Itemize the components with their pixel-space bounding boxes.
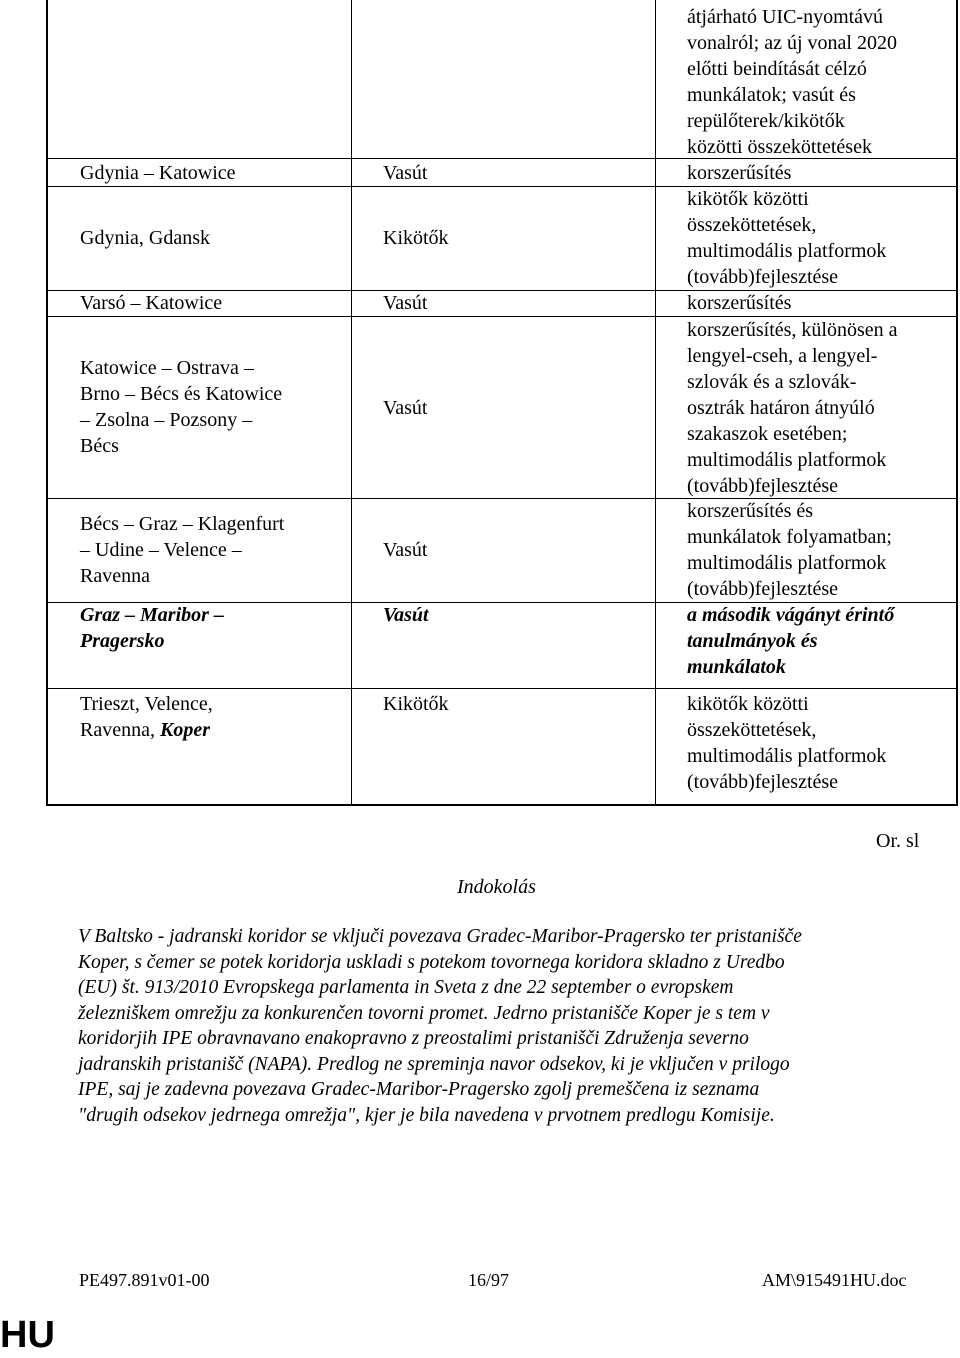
column-divider bbox=[351, 0, 352, 804]
table-cell-section: Gdynia – Katowice bbox=[80, 162, 236, 184]
corridor-table bbox=[46, 0, 958, 806]
table-cell-section: Bécs – Graz – Klagenfurt – Udine – Velence – Ravenna bbox=[80, 513, 285, 587]
table-cell-mode: Vasút bbox=[383, 539, 428, 561]
justification-line: IPE, saj je zadevna povezava Gradec-Maribor-Pragersko zgolj premeščena iz seznama bbox=[78, 1079, 760, 1100]
justification-line: jadranskih pristanišč (NAPA). Predlog ne spreminja navor odsekov, ki je vključen v prilogo bbox=[78, 1053, 790, 1075]
table-cell-mode: Kikötők bbox=[383, 227, 449, 249]
table-cell-mode: Vasút bbox=[383, 604, 429, 626]
table-cell-measure: átjárható UIC-nyomtávú vonalról; az új vonal 2020 előtti beindítását célzó munkálatok; vasút és repülőterek/kikötők közötti összeköttetések bbox=[687, 6, 897, 158]
footer-page-number: 16/97 bbox=[468, 1270, 510, 1290]
table-cell-measure: kikötők közötti összeköttetések, multimodális platformok (tovább)fejlesztése bbox=[687, 188, 887, 288]
table-cell-measure: korszerűsítés bbox=[687, 162, 792, 184]
table-cell-section: Katowice – Ostrava – Brno – Bécs és Katowice – Zsolna – Pozsony – Bécs bbox=[80, 357, 283, 457]
table-cell-section: Gdynia, Gdansk bbox=[80, 227, 210, 249]
table-cell-measure: korszerűsítés bbox=[687, 292, 792, 314]
justification-text bbox=[78, 924, 918, 1128]
table-cell-section: Graz – Maribor – Pragersko bbox=[80, 604, 224, 652]
footer-file-name: AM\915491HU.doc bbox=[762, 1270, 907, 1290]
koper-emphasis: Koper bbox=[159, 719, 210, 741]
justification-line: (EU) št. 913/2010 Evropskega parlamenta in Sveta z dne 22 september o evropskem bbox=[78, 977, 734, 998]
table-cell-measure: a második vágányt érintő tanulmányok és munkálatok bbox=[687, 604, 895, 678]
table-cell-section: Varsó – Katowice bbox=[80, 292, 223, 314]
table-cell-section: Trieszt, Velence, Ravenna, Koper bbox=[80, 693, 213, 741]
justification-line: železniškem omrežju za konkurenčen tovorni promet. Jedrno pristanišče Koper je s tem v bbox=[78, 1002, 770, 1024]
justification-line: V Baltsko - jadranski koridor se vključi povezava Gradec-Maribor-Pragersko ter pristanišče bbox=[78, 926, 802, 947]
justification-line: koridorjih IPE obravnavano enakopravno z preostalimi pristanišči Združenja severno bbox=[78, 1028, 749, 1049]
table-cell-measure: korszerűsítés, különösen a lengyel-cseh, a lengyel- szlovák és a szlovák- osztrák határon átnyúló szakaszok esetében; multimodális platformok (tovább)fejlesztése bbox=[687, 319, 898, 497]
justification-line: Koper, s čemer se potek koridorja uskladi s potekom tovornega koridora skladno z Uredbo bbox=[78, 951, 785, 973]
table-cell-mode: Vasút bbox=[383, 397, 428, 419]
table-cell-measure: kikötők közötti összeköttetések, multimodális platformok (tovább)fejlesztése bbox=[687, 693, 887, 793]
justification-line: "drugih odsekov jedrnega omrežja", kjer je bila navedena v prvotnem predlogu Komisije. bbox=[78, 1104, 775, 1126]
language-code: HU bbox=[0, 1314, 55, 1356]
column-divider bbox=[655, 0, 656, 804]
table-cell-mode: Vasút bbox=[383, 162, 428, 184]
justification-title: Indokolás bbox=[457, 876, 536, 898]
footer-document-reference: PE497.891v01-00 bbox=[79, 1270, 210, 1290]
table-cell-mode: Kikötők bbox=[383, 693, 449, 715]
row-divider bbox=[48, 688, 956, 689]
table-cell-measure: korszerűsítés és munkálatok folyamatban; multimodális platformok (tovább)fejlesztése bbox=[687, 500, 892, 600]
original-language-label: Or. sl bbox=[876, 830, 920, 852]
table-cell-mode: Vasút bbox=[383, 292, 428, 314]
